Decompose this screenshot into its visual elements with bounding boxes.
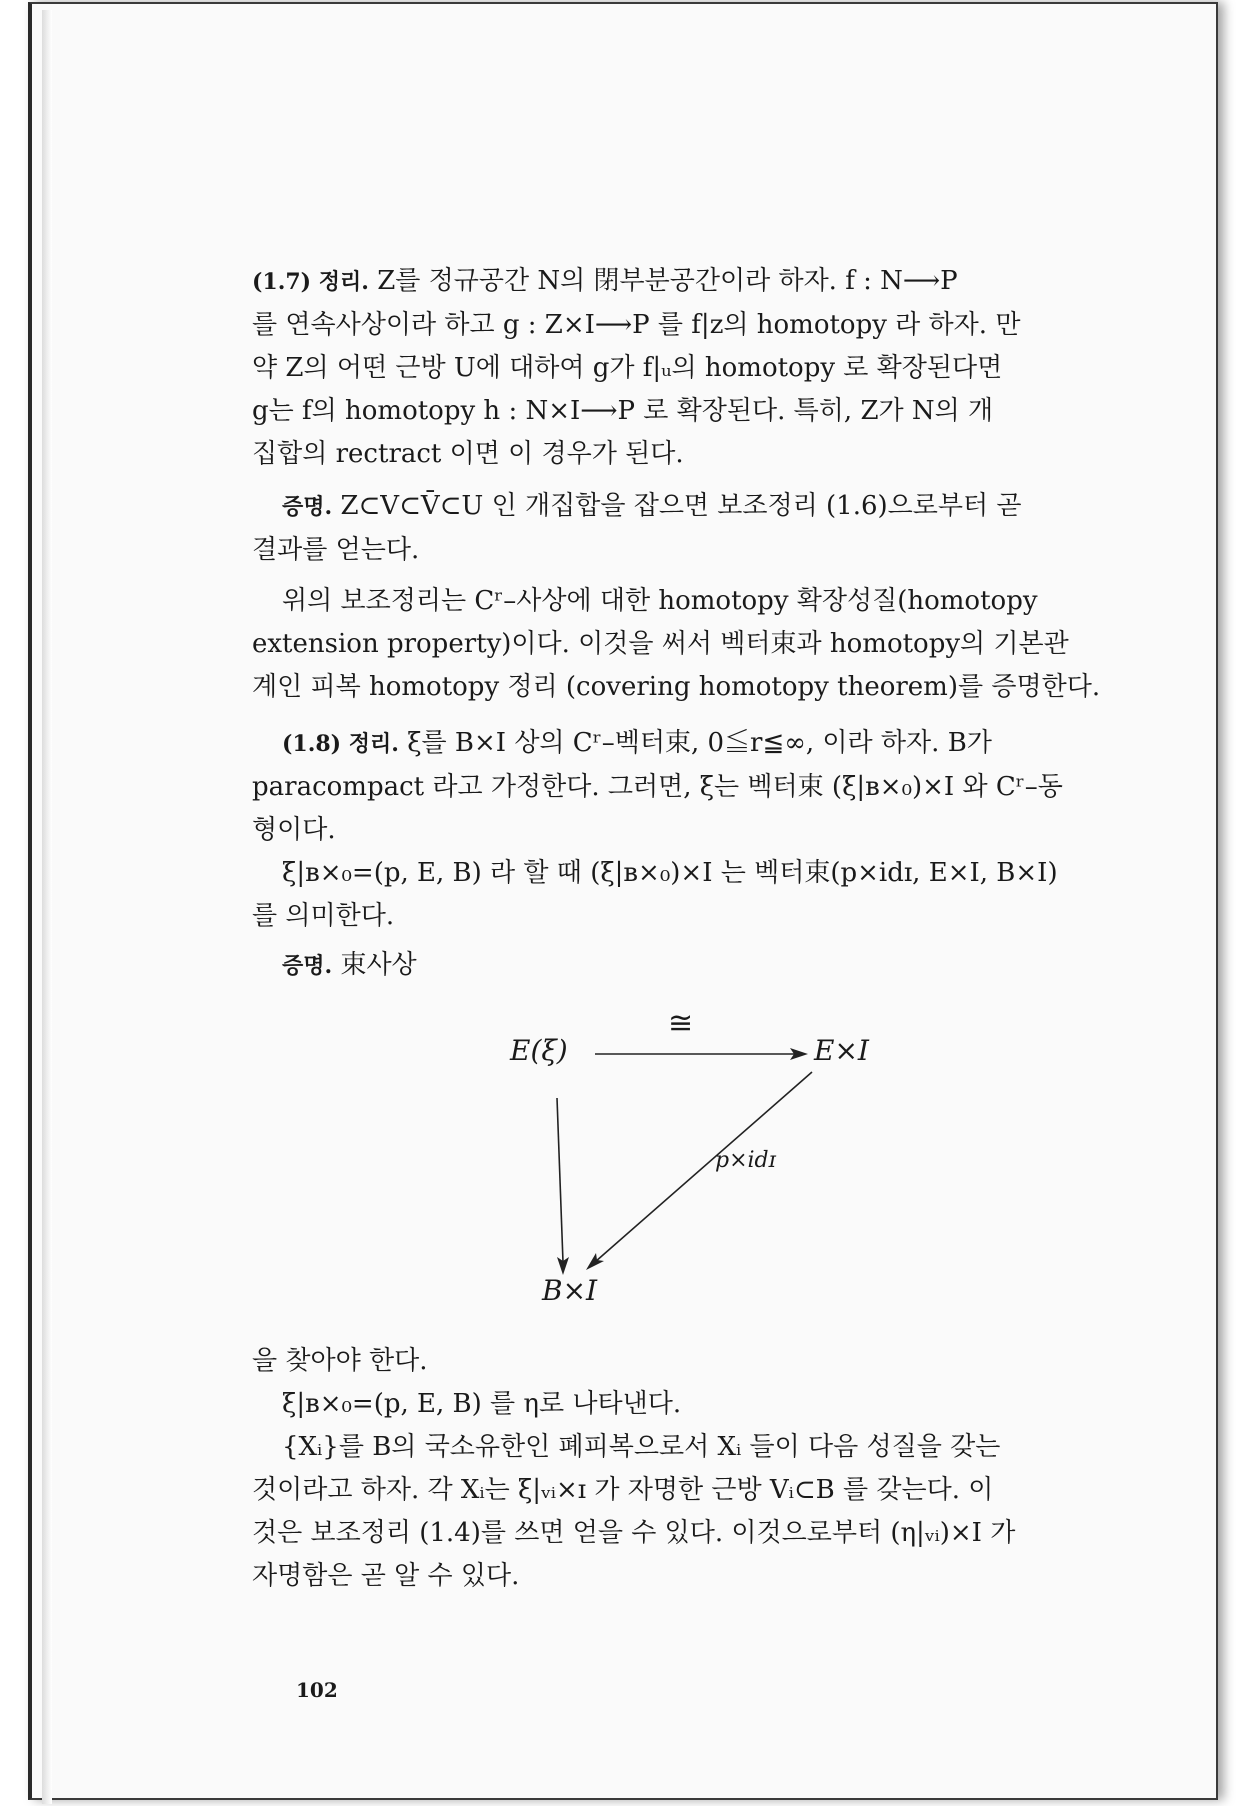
diagonal-label: p×idɪ	[715, 1148, 776, 1173]
after-line-6: 자명함은 곧 알 수 있다.	[252, 1561, 520, 1591]
theorem-1-8-line-5: 를 의미한다.	[252, 901, 395, 931]
page-edge	[42, 10, 52, 1804]
commutative-diagram	[500, 1000, 920, 1320]
node-b-times-i: B×I	[542, 1274, 598, 1307]
theorem-1-8-line-1: (1.8) 정리. ξ를 B×I 상의 Cʳ–벡터束, 0≦r≦∞, 이라 하자. B가	[282, 728, 992, 758]
theorem-1-7-line-3: 약 Z의 어떤 근방 U에 대하여 g가 f|ᵤ의 homotopy 로 확장된다면	[252, 353, 1003, 383]
after-line-1: 을 찾아야 한다.	[252, 1346, 428, 1376]
node-e-times-i: E×I	[814, 1034, 869, 1067]
arrow-left	[557, 1098, 563, 1262]
after-line-3: {Xᵢ}를 B의 국소유한인 폐피복으로서 Xᵢ 들이 다음 성질을 갖는	[282, 1432, 1001, 1462]
remark-line-2: extension property)이다. 이것을 써서 벡터束과 homotopy의 기본관	[252, 629, 1069, 659]
proof-1-7-line-2: 결과를 얻는다.	[252, 535, 420, 565]
theorem-1-7-line-2: 를 연속사상이라 하고 g : Z×I⟶P 를 f|ᴢ의 homotopy 라 하자. 만	[252, 310, 1021, 340]
theorem-1-7-line-5: 집합의 rectract 이면 이 경우가 된다.	[252, 439, 684, 469]
remark-paragraph	[252, 580, 1102, 709]
proof-1-7-line-1: 증명. Z⊂V⊂V̄⊂U 인 개집합을 잡으면 보조정리 (1.6)으로부터 곧	[282, 491, 1022, 521]
theorem-1-8-label: (1.8) 정리.	[282, 731, 399, 757]
theorem-1-7	[252, 260, 1102, 476]
after-line-5: 것은 보조정리 (1.4)를 쓰면 얻을 수 있다. 이것으로부터 (η|ᵥᵢ)×I 가	[252, 1518, 1016, 1548]
theorem-1-8-line-3: 형이다.	[252, 815, 336, 845]
proof-1-7	[252, 485, 1102, 572]
theorem-1-7-label: (1.7) 정리.	[252, 269, 369, 295]
proof-1-8-line-1	[252, 944, 1102, 988]
arrow-diagonal	[595, 1072, 812, 1262]
remark-line-1: 위의 보조정리는 Cʳ–사상에 대한 homotopy 확장성질(homotopy	[282, 586, 1038, 616]
theorem-1-7-line-4: g는 f의 homotopy h : N×I⟶P 로 확장된다. 특히, Z가 N의 개	[252, 396, 994, 426]
proof-1-7-label: 증명.	[282, 494, 333, 520]
theorem-1-7-line-1: (1.7) 정리. Z를 정규공간 N의 閉부분공간이라 하자. f : N⟶P	[252, 266, 958, 296]
after-line-4: 것이라고 하자. 각 Xᵢ는 ξ|ᵥᵢ×ɪ 가 자명한 근방 Vᵢ⊂B 를 갖는다. 이	[252, 1475, 994, 1505]
proof-1-8-label: 증명.	[282, 953, 333, 979]
after-diagram	[252, 1340, 1102, 1598]
theorem-1-8-line-4: ξ|ʙ×₀=(p, E, B) 라 할 때 (ξ|ʙ×₀)×I 는 벡터束(p×idɪ, E×I, B×I)	[282, 858, 1058, 888]
after-line-2: ξ|ʙ×₀=(p, E, B) 를 η로 나타낸다.	[282, 1389, 682, 1419]
remark-line-3: 계인 피복 homotopy 정리 (covering homotopy theorem)를 증명한다.	[252, 672, 1101, 702]
node-e-xi: E(ξ)	[510, 1034, 568, 1067]
theorem-1-8	[252, 722, 1102, 938]
proof-1-8	[252, 944, 1102, 988]
proof-1-8-intro: 束사상	[340, 950, 417, 980]
theorem-1-8-line-2: paracompact 라고 가정한다. 그러면, ξ는 벡터束 (ξ|ʙ×₀)×I 와 Cʳ–동	[252, 772, 1063, 802]
page-number: 102	[296, 1678, 338, 1702]
iso-symbol: ≅	[668, 1006, 694, 1041]
